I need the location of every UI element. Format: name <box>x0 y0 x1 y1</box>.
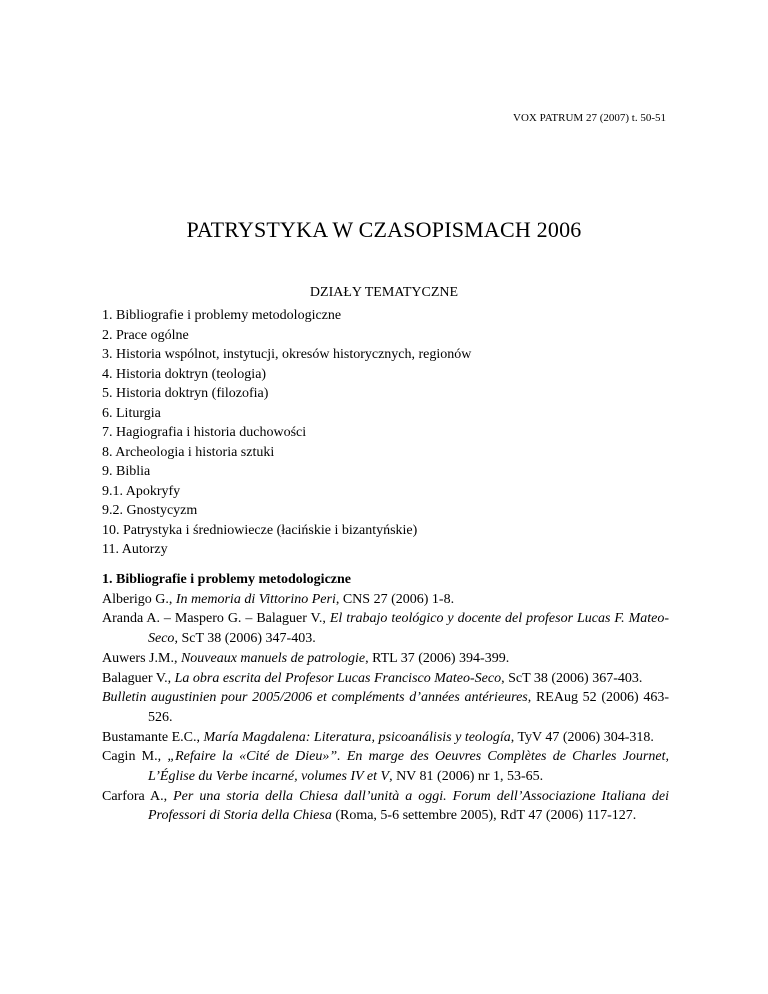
entry-source: (Roma, 5-6 settembre 2005), RdT 47 (2006) 117-127. <box>331 808 637 824</box>
bibliography-list <box>102 590 669 826</box>
entry-source: , RTL 37 (2006) 394-399. <box>365 650 510 666</box>
entry-author: Auwers J.M., <box>102 650 181 666</box>
running-head: VOX PATRUM 27 (2007) t. 50-51 <box>513 112 666 124</box>
bibliography-entry <box>102 688 669 727</box>
toc-item: 7. Hagiografia i historia duchowości <box>102 425 307 440</box>
entry-title: Per una storia della Chiesa dall’unità a oggi. Forum dell’Associazione Italiana dei Professori di Storia della Chiesa <box>148 788 669 824</box>
toc-item: 5. Historia doktryn (filozofia) <box>102 386 269 401</box>
entry-title: El trabajo teológico y docente del profesor Lucas F. Mateo-Seco <box>148 611 670 647</box>
toc-item: 2. Prace ogólne <box>102 327 189 343</box>
table-of-contents <box>102 306 672 560</box>
toc-item: 6. Liturgia <box>102 405 161 421</box>
toc-item: 3. Historia wspólnot, instytucji, okresów historycznych, regionów <box>102 347 472 362</box>
toc-item: 4. Historia doktryn (teologia) <box>102 366 267 382</box>
toc-item: 9.1. Apokryfy <box>102 483 181 499</box>
entry-author: Alberigo G., <box>102 591 176 607</box>
entry-title: María Magdalena: Literatura, psicoanálisis y teología <box>203 729 511 745</box>
bibliography-entry <box>102 747 669 786</box>
entry-title: La obra escrita del Profesor Lucas Francisco Mateo-Seco <box>174 670 502 686</box>
entry-author: Carfora A., <box>102 788 174 804</box>
toc-item: 11. Autorzy <box>102 542 168 557</box>
entry-source: , CNS 27 (2006) 1-8. <box>335 591 455 607</box>
entry-author: Aranda A. – Maspero G. – Balaguer V., <box>102 611 330 627</box>
bibliography-entry <box>102 669 669 689</box>
entry-title: Bulletin augustinien pour 2005/2006 et compléments d’années antérieures <box>102 690 528 706</box>
bibliography-entry <box>102 728 669 748</box>
bibliography-entry <box>102 609 669 648</box>
entry-author: Balaguer V., <box>102 670 175 686</box>
section-heading: 1. Bibliografie i problemy metodologiczne <box>102 572 351 587</box>
bibliography-entry <box>102 590 669 610</box>
entry-title: In memoria di Vittorino Peri <box>175 591 336 607</box>
toc-item: 9.2. Gnostycyzm <box>102 503 198 518</box>
entry-source: , ScT 38 (2006) 347-403. <box>174 631 316 647</box>
entry-source: , ScT 38 (2006) 367-403. <box>501 670 643 686</box>
entry-author: Bustamante E.C., <box>102 729 204 745</box>
section-bibliografie <box>102 570 669 826</box>
toc-item: 9. Biblia <box>102 464 151 479</box>
toc-item: 10. Patrystyka i średniowiecze (łacińskie i bizantyńskie) <box>102 522 418 538</box>
toc-item: 1. Bibliografie i problemy metodologiczne <box>102 308 342 323</box>
document-title: PATRYSTYKA W CZASOPISMACH 2006 <box>186 217 582 242</box>
entry-title: Nouveaux manuels de patrologie <box>180 650 366 666</box>
entry-source: , NV 81 (2006) nr 1, 53-65. <box>389 769 544 785</box>
toc-heading: DZIAŁY TEMATYCZNE <box>309 285 459 300</box>
bibliography-entry <box>102 787 669 826</box>
entry-source: , REAug 52 (2006) 463-526. <box>148 690 669 725</box>
bibliography-entry <box>102 649 669 669</box>
entry-title: „Refaire la «Cité de Dieu»”. En marge des Oeuvres Complètes de Charles Journet, L’Église du Verbe incarné, volumes IV et V <box>148 749 669 785</box>
entry-author: Cagin M., <box>102 749 168 765</box>
toc-item: 8. Archeologia i historia sztuki <box>102 444 275 460</box>
entry-source: , TyV 47 (2006) 304-318. <box>510 729 654 745</box>
